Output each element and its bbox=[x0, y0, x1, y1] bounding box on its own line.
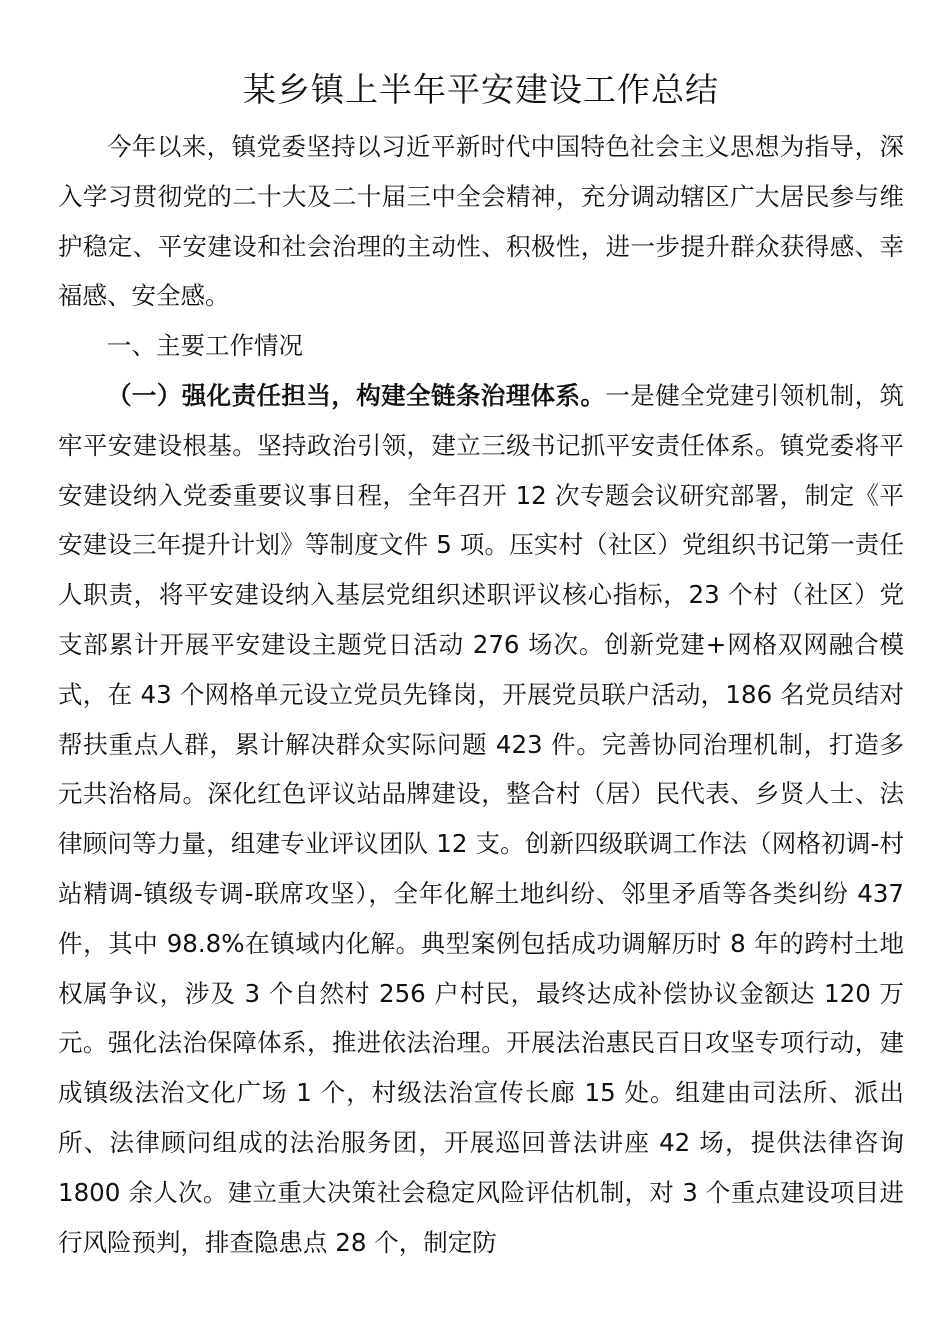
subsection-body-1: 一是健全党建引领机制，筑牢平安建设根基。坚持政治引领，建立三级书记抓平安责任体系。镇党委将平安建设纳入党委重要议事日程，全年召开 12 次专题会议研究部署，制定《平安建设三年提升计划》等制度文件 5 项。压实村（社区）党组织书记第一责任人职责，将平安建设纳入基层党组织述职评议核心指标，23 个村（社区）党支部累计开展平安建设主题党日活动 276 场次。创新党建+网格双网融合模式，在 43 个网格单元设立党员先锋岗，开展党员联户活动，186 名党员结对帮扶重点人群，累计解决群众实际问题 423 件。完善协同治理机制，打造多元共治格局。深化红色评议站品牌建设，整合村（居）民代表、乡贤人士、法律顾问等力量，组建专业评议团队 12 支。创新四级联调工作法（网格初调-村站精调-镇级专调-联席攻坚），全年化解土地纠纷、邻里矛盾等各类纠纷 437 件，其中 98.8%在镇域内化解。典型案例包括成功调解历时 8 年的跨村土地权属争议，涉及 3 个自然村 256 户村民，最终达成补偿协议金额达 120 万元。强化法治保障体系，推进依法治理。开展法治惠民百日攻坚专项行动，建成镇级法治文化广场 1 个，村级法治宣传长廊 15 处。组建由司法所、派出所、法律顾问组成的法治服务团，开展巡回普法讲座 42 场，提供法律咨询 1800 余人次。建立重大决策社会稳定风险评估机制，对 3 个重点建设项目进行风险预判，排查隐患点 28 个，制定防 bbox=[58, 380, 905, 1257]
subsection-paragraph-1 bbox=[58, 371, 904, 1267]
document-title: 某乡镇上半年平安建设工作总结 bbox=[243, 70, 719, 109]
section-heading-1: 一、主要工作情况 bbox=[107, 331, 303, 361]
subsection-heading-1: （一）强化责任担当，构建全链条治理体系。 bbox=[107, 380, 606, 410]
document-page bbox=[58, 62, 904, 1267]
intro-paragraph: 今年以来，镇党委坚持以习近平新时代中国特色社会主义思想为指导，深入学习贯彻党的二十大及二十届三中全会精神，充分调动辖区广大居民参与维护稳定、平安建设和社会治理的主动性、积极性，进一步提升群众获得感、幸福感、安全感。 bbox=[58, 132, 904, 311]
